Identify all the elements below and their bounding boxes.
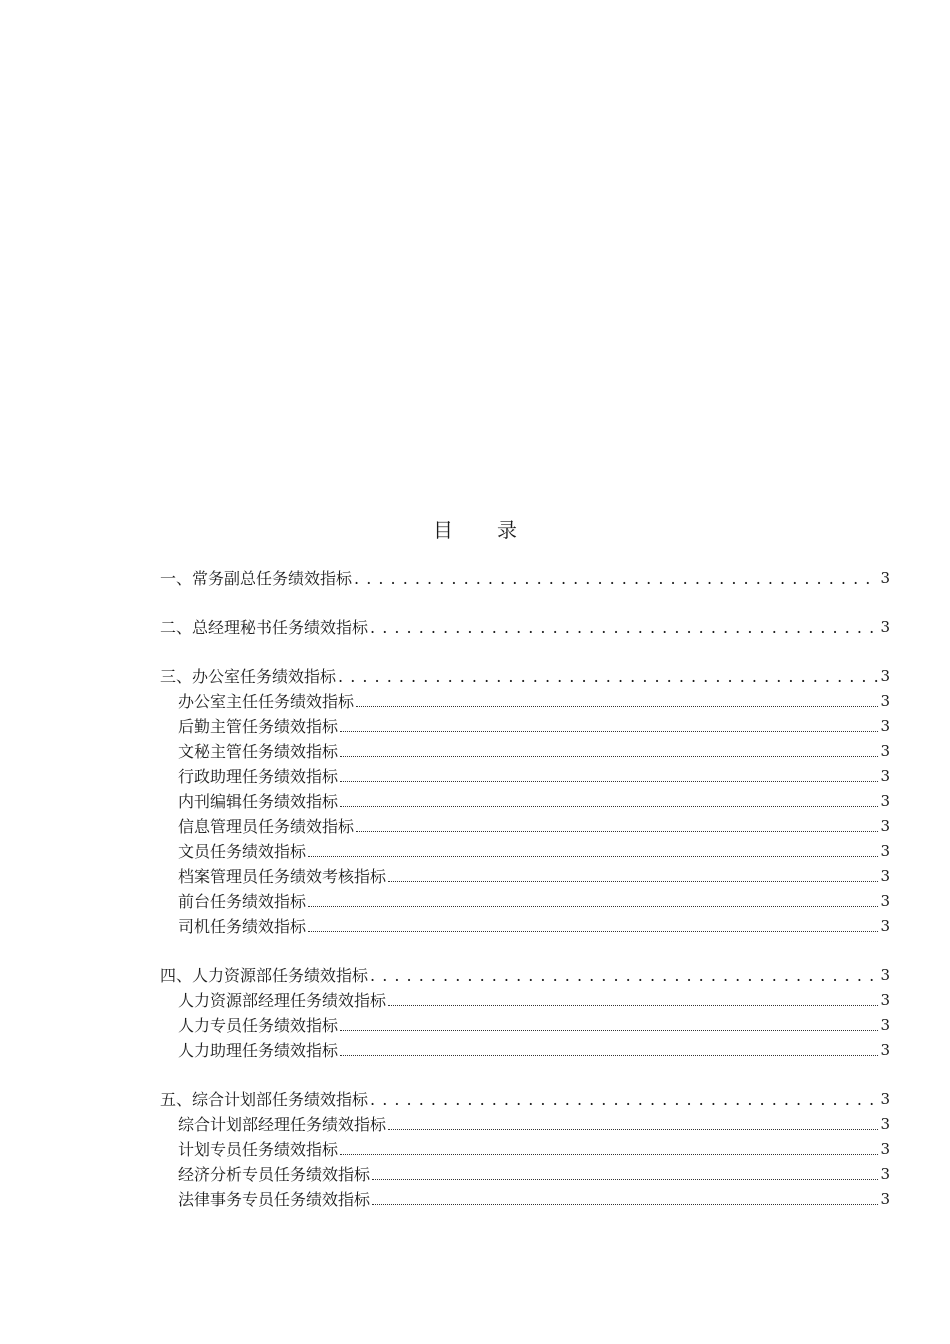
toc-entry-sub[interactable] (160, 1013, 890, 1038)
toc-section (160, 566, 890, 591)
dot-leader (340, 739, 878, 764)
dot-leader (388, 1112, 878, 1137)
toc-page-number: 3 (880, 892, 890, 910)
table-of-contents (160, 566, 890, 1236)
toc-entry-sub[interactable] (160, 1162, 890, 1187)
dot-leader (372, 1187, 878, 1212)
toc-entry-sub[interactable] (160, 1187, 890, 1212)
dot-leader (370, 963, 878, 988)
toc-entry-label: 一、常务副总任务绩效指标 (160, 569, 353, 588)
toc-entry-label: 人力资源部经理任务绩效指标 (178, 991, 387, 1010)
toc-title-char-1: 目 (433, 518, 453, 542)
toc-section (160, 664, 890, 939)
dot-leader (338, 664, 878, 689)
toc-page-number: 3 (880, 966, 890, 984)
toc-entry-sub[interactable] (160, 1137, 890, 1162)
toc-entry-main[interactable] (160, 664, 890, 689)
toc-page-number: 3 (880, 1016, 890, 1034)
toc-entry-main[interactable] (160, 615, 890, 640)
toc-entry-label: 前台任务绩效指标 (178, 892, 307, 911)
toc-entry-sub[interactable] (160, 714, 890, 739)
toc-page-number: 3 (880, 742, 890, 760)
toc-entry-label: 二、总经理秘书任务绩效指标 (160, 618, 369, 637)
toc-section (160, 615, 890, 640)
toc-entry-label: 四、人力资源部任务绩效指标 (160, 966, 369, 985)
toc-entry-sub[interactable] (160, 864, 890, 889)
toc-entry-label: 司机任务绩效指标 (178, 917, 307, 936)
toc-page-number: 3 (880, 1090, 890, 1108)
toc-page-number: 3 (880, 692, 890, 710)
dot-leader (356, 689, 878, 714)
toc-title (0, 514, 950, 543)
toc-entry-sub[interactable] (160, 814, 890, 839)
dot-leader (388, 864, 878, 889)
toc-entry-label: 法律事务专员任务绩效指标 (178, 1190, 371, 1209)
dot-leader (340, 789, 878, 814)
toc-page-number: 3 (880, 842, 890, 860)
toc-entry-label: 三、办公室任务绩效指标 (160, 667, 337, 686)
dot-leader (340, 1038, 878, 1063)
toc-page-number: 3 (880, 717, 890, 735)
dot-leader (340, 764, 878, 789)
toc-section (160, 963, 890, 1063)
toc-page-number: 3 (880, 767, 890, 785)
dot-leader (354, 566, 878, 591)
dot-leader (308, 889, 878, 914)
toc-entry-label: 人力助理任务绩效指标 (178, 1041, 339, 1060)
toc-entry-main[interactable] (160, 1087, 890, 1112)
toc-page-number: 3 (880, 817, 890, 835)
toc-entry-label: 内刊编辑任务绩效指标 (178, 792, 339, 811)
toc-page-number: 3 (880, 1190, 890, 1208)
toc-entry-sub[interactable] (160, 988, 890, 1013)
toc-page-number: 3 (880, 569, 890, 587)
dot-leader (370, 1087, 878, 1112)
toc-page-number: 3 (880, 1115, 890, 1133)
toc-entry-main[interactable] (160, 566, 890, 591)
toc-page-number: 3 (880, 1140, 890, 1158)
dot-leader (308, 839, 878, 864)
toc-entry-label: 计划专员任务绩效指标 (178, 1140, 339, 1159)
toc-entry-sub[interactable] (160, 689, 890, 714)
toc-page-number: 3 (880, 1165, 890, 1183)
toc-page-number: 3 (880, 667, 890, 685)
toc-entry-label: 经济分析专员任务绩效指标 (178, 1165, 371, 1184)
dot-leader (340, 1137, 878, 1162)
toc-entry-sub[interactable] (160, 1112, 890, 1137)
dot-leader (356, 814, 878, 839)
toc-entry-sub[interactable] (160, 889, 890, 914)
dot-leader (308, 914, 878, 939)
toc-entry-sub[interactable] (160, 764, 890, 789)
dot-leader (370, 615, 878, 640)
toc-entry-label: 文秘主管任务绩效指标 (178, 742, 339, 761)
dot-leader (340, 714, 878, 739)
toc-page-number: 3 (880, 991, 890, 1009)
toc-entry-label: 信息管理员任务绩效指标 (178, 817, 355, 836)
toc-page-number: 3 (880, 1041, 890, 1059)
toc-entry-label: 档案管理员任务绩效考核指标 (178, 867, 387, 886)
toc-entry-label: 综合计划部经理任务绩效指标 (178, 1115, 387, 1134)
toc-entry-sub[interactable] (160, 739, 890, 764)
toc-page-number: 3 (880, 867, 890, 885)
dot-leader (340, 1013, 878, 1038)
toc-entry-sub[interactable] (160, 839, 890, 864)
toc-entry-label: 文员任务绩效指标 (178, 842, 307, 861)
toc-entry-sub[interactable] (160, 1038, 890, 1063)
toc-title-char-2: 录 (497, 518, 517, 542)
toc-section (160, 1087, 890, 1212)
toc-entry-label: 后勤主管任务绩效指标 (178, 717, 339, 736)
toc-entry-label: 行政助理任务绩效指标 (178, 767, 339, 786)
toc-page-number: 3 (880, 618, 890, 636)
toc-entry-sub[interactable] (160, 914, 890, 939)
toc-entry-main[interactable] (160, 963, 890, 988)
toc-entry-label: 办公室主任任务绩效指标 (178, 692, 355, 711)
toc-entry-sub[interactable] (160, 789, 890, 814)
toc-page-number: 3 (880, 792, 890, 810)
toc-page-number: 3 (880, 917, 890, 935)
toc-entry-label: 五、综合计划部任务绩效指标 (160, 1090, 369, 1109)
toc-entry-label: 人力专员任务绩效指标 (178, 1016, 339, 1035)
dot-leader (372, 1162, 878, 1187)
dot-leader (388, 988, 878, 1013)
